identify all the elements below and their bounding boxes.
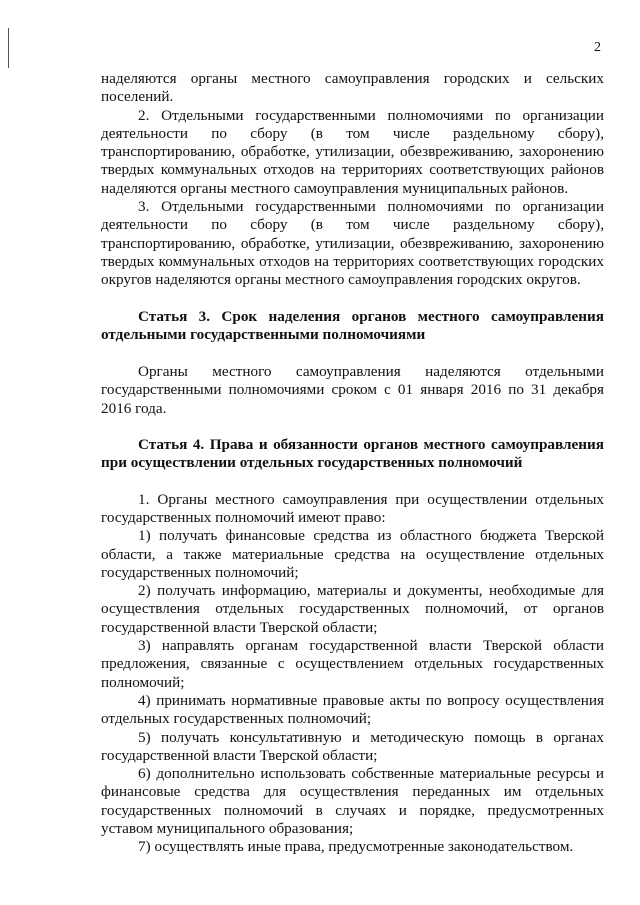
article-3-text: Органы местного самоуправления наделяются отдельными государственными полномочиями сроком с 01 января 2016 по 31 декабря 2016 года. [101,363,604,417]
article-4-item-4: 4) принимать нормативные правовые акты по вопросу осуществления отдельных государственных полномочий; [101,691,604,728]
article-3-heading: Статья 3. Срок наделения органов местного самоуправления отдельными государственными полномочиями [101,307,604,343]
document-body [101,70,604,857]
article-4-item-5: 5) получать консультативную и методическую помощь в органах государственной власти Тверской области; [101,728,604,764]
article-4-heading: Статья 4. Права и обязанности органов местного самоуправления при осуществлении отдельных государственных полномочий [101,436,604,472]
article-4-item-1: 1) получать финансовые средства из областного бюджета Тверской области, а также материальные средства на осуществление отдельных государственных полномочий; [101,527,604,581]
paragraph-3: 3. Отдельными государственными полномочиями по организации деятельности по сбору (в том числе раздельному сбору), транспортированию, обработке, утилизации, обезвреживанию, захоронению твердых коммунальных отходов на территориях соответствующих городских округов наделяются органы местного самоуправления городских округов. [101,198,604,289]
scan-edge-line [8,28,9,68]
article-4-item-3: 3) направлять органам государственной власти Тверской области предложения, связанные с осуществлением отдельных государственных полномочий; [101,637,604,691]
article-4-item-6: 6) дополнительно использовать собственные материальные ресурсы и финансовые средства для осуществления переданных им отдельных государственных полномочий в случаях и порядке, предусмотренных уставом муниципального образования; [101,765,604,837]
paragraph-continuation: наделяются органы местного самоуправления городских и сельских поселений. [101,70,604,106]
paragraph-2: 2. Отдельными государственными полномочиями по организации деятельности по сбору (в том числе раздельному сбору), транспортированию, обработке, утилизации, обезвреживанию, захоронению твердых коммунальных отходов на территориях соответствующих районов наделяются органы местного самоуправления муниципальных районов. [101,106,604,197]
article-4-intro: 1. Органы местного самоуправления при осуществлении отдельных государственных полномочий имеют право: [101,490,604,526]
article-4-item-7: 7) осуществлять иные права, предусмотренные законодательством. [138,838,574,856]
page-number: 2 [594,40,601,55]
article-4-item-2: 2) получать информацию, материалы и документы, необходимые для осуществления отдельных государственных полномочий, от органов государственной власти Тверской области; [101,582,604,636]
